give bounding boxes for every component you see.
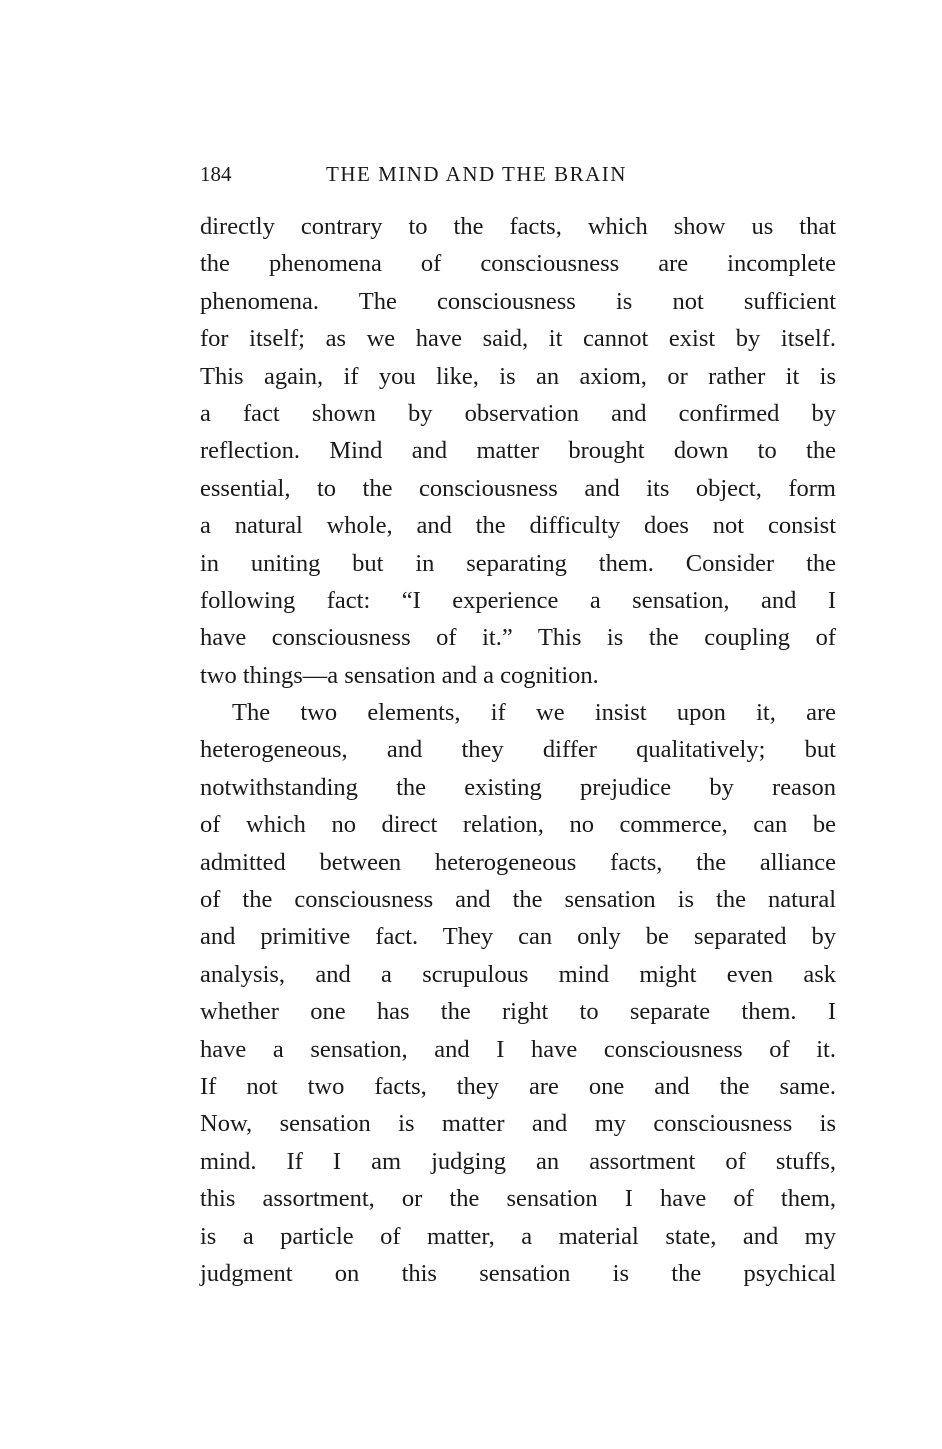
text-line: analysis, and a scrupulous mind might even ask xyxy=(200,960,836,988)
text-line: directly contrary to the facts, which show us that xyxy=(200,213,836,240)
text-line: for itself; as we have said, it cannot exist by itself. xyxy=(200,325,836,353)
page-number: 184 xyxy=(200,162,232,186)
text-line: The two elements, if we insist upon it, are xyxy=(232,699,836,727)
text-line: This again, if you like, is an axiom, or rather it is xyxy=(200,362,836,390)
page-body-text xyxy=(200,208,836,1292)
text-line: whether one has the right to separate them. I xyxy=(200,998,836,1026)
text-line: essential, to the consciousness and its object, form xyxy=(200,474,836,502)
text-line: is a particle of matter, a material state, and my xyxy=(200,1222,836,1250)
text-line: judgment on this sensation is the psychical xyxy=(200,1259,836,1287)
text-line: two things—a sensation and a cognition. xyxy=(200,661,599,689)
text-line: in uniting but in separating them. Consider the xyxy=(200,549,836,577)
text-line: phenomena. The consciousness is not sufficient xyxy=(200,287,836,315)
text-line: heterogeneous, and they differ qualitatively; but xyxy=(200,736,836,764)
text-line: have a sensation, and I have consciousness of it. xyxy=(200,1035,836,1063)
text-line: of which no direct relation, no commerce, can be xyxy=(200,811,836,839)
running-title: THE MIND AND THE BRAIN xyxy=(326,162,627,186)
text-line: a natural whole, and the difficulty does not consist xyxy=(200,512,836,540)
paragraph xyxy=(200,694,836,1292)
text-line: reflection. Mind and matter brought down to the xyxy=(200,437,836,465)
text-line: notwithstanding the existing prejudice by reason xyxy=(200,773,836,801)
paragraph xyxy=(200,208,836,694)
text-line: admitted between heterogeneous facts, the alliance xyxy=(200,848,836,876)
text-line: following fact: “I experience a sensation, and I xyxy=(200,586,836,614)
text-line: have consciousness of it.” This is the coupling of xyxy=(200,624,836,652)
text-line: a fact shown by observation and confirmed by xyxy=(200,399,836,427)
text-line: this assortment, or the sensation I have of them, xyxy=(200,1185,836,1213)
page-header xyxy=(200,162,836,192)
text-line: If not two facts, they are one and the same. xyxy=(200,1072,836,1100)
text-line: of the consciousness and the sensation is the natural xyxy=(200,886,836,914)
text-line: Now, sensation is matter and my consciousness is xyxy=(200,1110,836,1138)
text-line: the phenomena of consciousness are incomplete xyxy=(200,250,836,278)
text-line: and primitive fact. They can only be separated by xyxy=(200,923,836,951)
text-line: mind. If I am judging an assortment of stuffs, xyxy=(200,1147,836,1175)
